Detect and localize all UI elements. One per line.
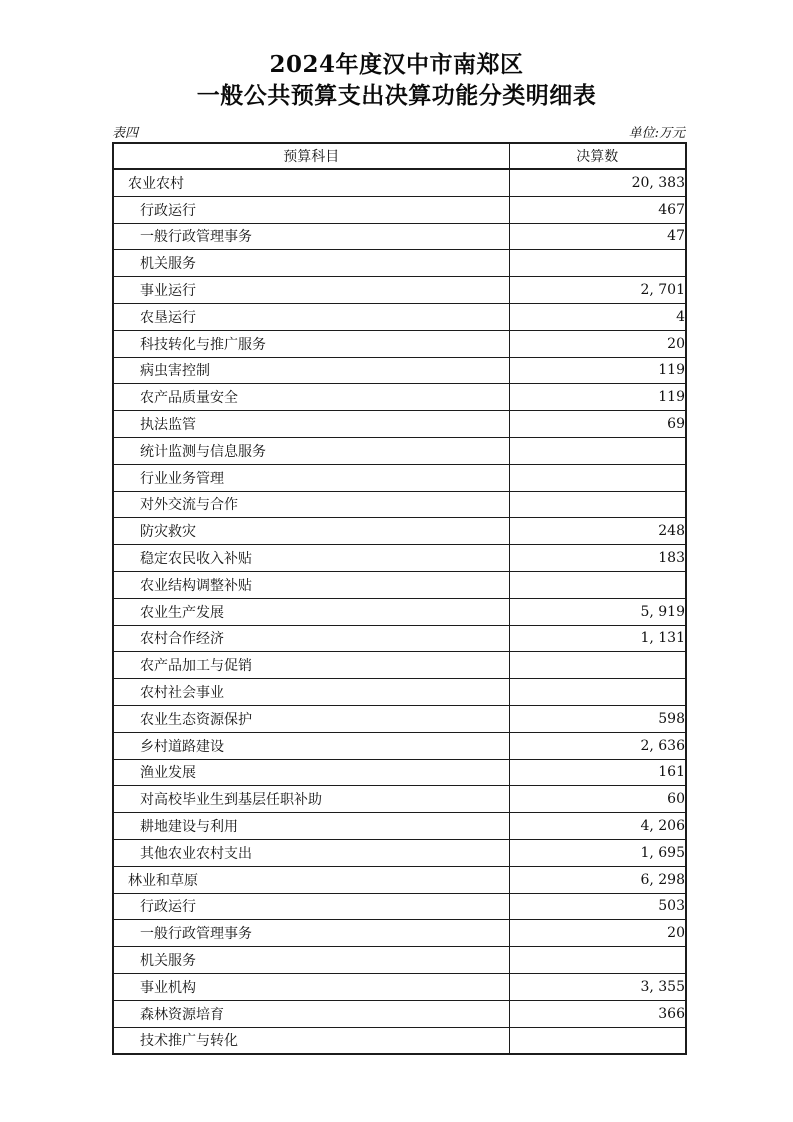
subject-cell: 农业生产发展 [113, 598, 509, 625]
table-row [113, 250, 686, 277]
subject-cell: 防灾救灾 [113, 518, 509, 545]
amount-cell: 60 [509, 786, 686, 813]
amount-cell [509, 571, 686, 598]
table-row [113, 330, 686, 357]
table-row [113, 705, 686, 732]
subject-cell: 农村社会事业 [113, 679, 509, 706]
table-row [113, 652, 686, 679]
amount-cell: 119 [509, 384, 686, 411]
amount-cell [509, 250, 686, 277]
amount-cell: 1, 131 [509, 625, 686, 652]
subject-cell: 森林资源培育 [113, 1000, 509, 1027]
subject-cell: 乡村道路建设 [113, 732, 509, 759]
amount-cell: 5, 919 [509, 598, 686, 625]
table-row [113, 625, 686, 652]
table-row [113, 786, 686, 813]
amount-cell: 503 [509, 893, 686, 920]
table-row [113, 545, 686, 572]
table-row [113, 1000, 686, 1027]
amount-cell [509, 679, 686, 706]
amount-cell: 161 [509, 759, 686, 786]
subject-cell: 林业和草原 [113, 866, 509, 893]
subject-cell: 农产品加工与促销 [113, 652, 509, 679]
table-row [113, 759, 686, 786]
table-row [113, 464, 686, 491]
subject-cell: 农产品质量安全 [113, 384, 509, 411]
amount-cell: 6, 298 [509, 866, 686, 893]
budget-table [112, 142, 687, 1055]
table-row [113, 196, 686, 223]
amount-cell: 20 [509, 920, 686, 947]
subject-cell: 机关服务 [113, 250, 509, 277]
subject-cell: 一般行政管理事务 [113, 223, 509, 250]
table-row [113, 598, 686, 625]
amount-cell: 47 [509, 223, 686, 250]
table-row [113, 437, 686, 464]
table-row [113, 223, 686, 250]
amount-cell: 467 [509, 196, 686, 223]
header-row [113, 143, 686, 169]
table-row [113, 813, 686, 840]
table-row [113, 277, 686, 304]
amount-cell: 2, 701 [509, 277, 686, 304]
subject-cell: 一般行政管理事务 [113, 920, 509, 947]
subject-cell: 农垦运行 [113, 303, 509, 330]
document-title-line1: 2024年度汉中市南郑区 [269, 51, 524, 78]
amount-cell [509, 947, 686, 974]
column-header-amount: 决算数 [509, 143, 686, 169]
document-title-line2: 一般公共预算支出决算功能分类明细表 [196, 82, 597, 109]
table-body [113, 169, 686, 1054]
amount-cell: 1, 695 [509, 839, 686, 866]
subject-cell: 行政运行 [113, 893, 509, 920]
table-row [113, 1027, 686, 1054]
table-row [113, 491, 686, 518]
amount-cell: 3, 355 [509, 973, 686, 1000]
subject-cell: 农业结构调整补贴 [113, 571, 509, 598]
subject-cell: 统计监测与信息服务 [113, 437, 509, 464]
amount-cell: 366 [509, 1000, 686, 1027]
amount-cell [509, 437, 686, 464]
amount-cell [509, 1027, 686, 1054]
table-row [113, 839, 686, 866]
subject-cell: 机关服务 [113, 947, 509, 974]
subject-cell: 技术推广与转化 [113, 1027, 509, 1054]
table-row [113, 679, 686, 706]
table-row [113, 893, 686, 920]
subject-cell: 耕地建设与利用 [113, 813, 509, 840]
unit-label: 单位:万元 [628, 126, 685, 141]
table-row [113, 571, 686, 598]
table-row [113, 947, 686, 974]
document-title [0, 0, 793, 111]
subject-cell: 执法监管 [113, 411, 509, 438]
subject-cell: 病虫害控制 [113, 357, 509, 384]
amount-cell: 183 [509, 545, 686, 572]
subject-cell: 行政运行 [113, 196, 509, 223]
subject-cell: 农业农村 [113, 169, 509, 196]
subject-cell: 对外交流与合作 [113, 491, 509, 518]
table-row [113, 169, 686, 196]
subject-cell: 其他农业农村支出 [113, 839, 509, 866]
subject-cell: 科技转化与推广服务 [113, 330, 509, 357]
table-row [113, 920, 686, 947]
table-meta-row [112, 126, 685, 141]
table-row [113, 357, 686, 384]
table-row [113, 732, 686, 759]
subject-cell: 事业运行 [113, 277, 509, 304]
subject-cell: 对高校毕业生到基层任职补助 [113, 786, 509, 813]
table-row [113, 411, 686, 438]
table-row [113, 384, 686, 411]
amount-cell [509, 491, 686, 518]
subject-cell: 农业生态资源保护 [113, 705, 509, 732]
table-row [113, 303, 686, 330]
amount-cell: 4, 206 [509, 813, 686, 840]
amount-cell: 69 [509, 411, 686, 438]
amount-cell: 4 [509, 303, 686, 330]
amount-cell [509, 464, 686, 491]
amount-cell: 248 [509, 518, 686, 545]
amount-cell: 119 [509, 357, 686, 384]
table-number-label: 表四 [112, 126, 139, 141]
amount-cell: 2, 636 [509, 732, 686, 759]
subject-cell: 事业机构 [113, 973, 509, 1000]
amount-cell: 598 [509, 705, 686, 732]
subject-cell: 行业业务管理 [113, 464, 509, 491]
column-header-subject: 预算科目 [113, 143, 509, 169]
table-row [113, 973, 686, 1000]
table-row [113, 866, 686, 893]
subject-cell: 农村合作经济 [113, 625, 509, 652]
amount-cell: 20 [509, 330, 686, 357]
amount-cell: 20, 383 [509, 169, 686, 196]
table-row [113, 518, 686, 545]
subject-cell: 稳定农民收入补贴 [113, 545, 509, 572]
subject-cell: 渔业发展 [113, 759, 509, 786]
amount-cell [509, 652, 686, 679]
